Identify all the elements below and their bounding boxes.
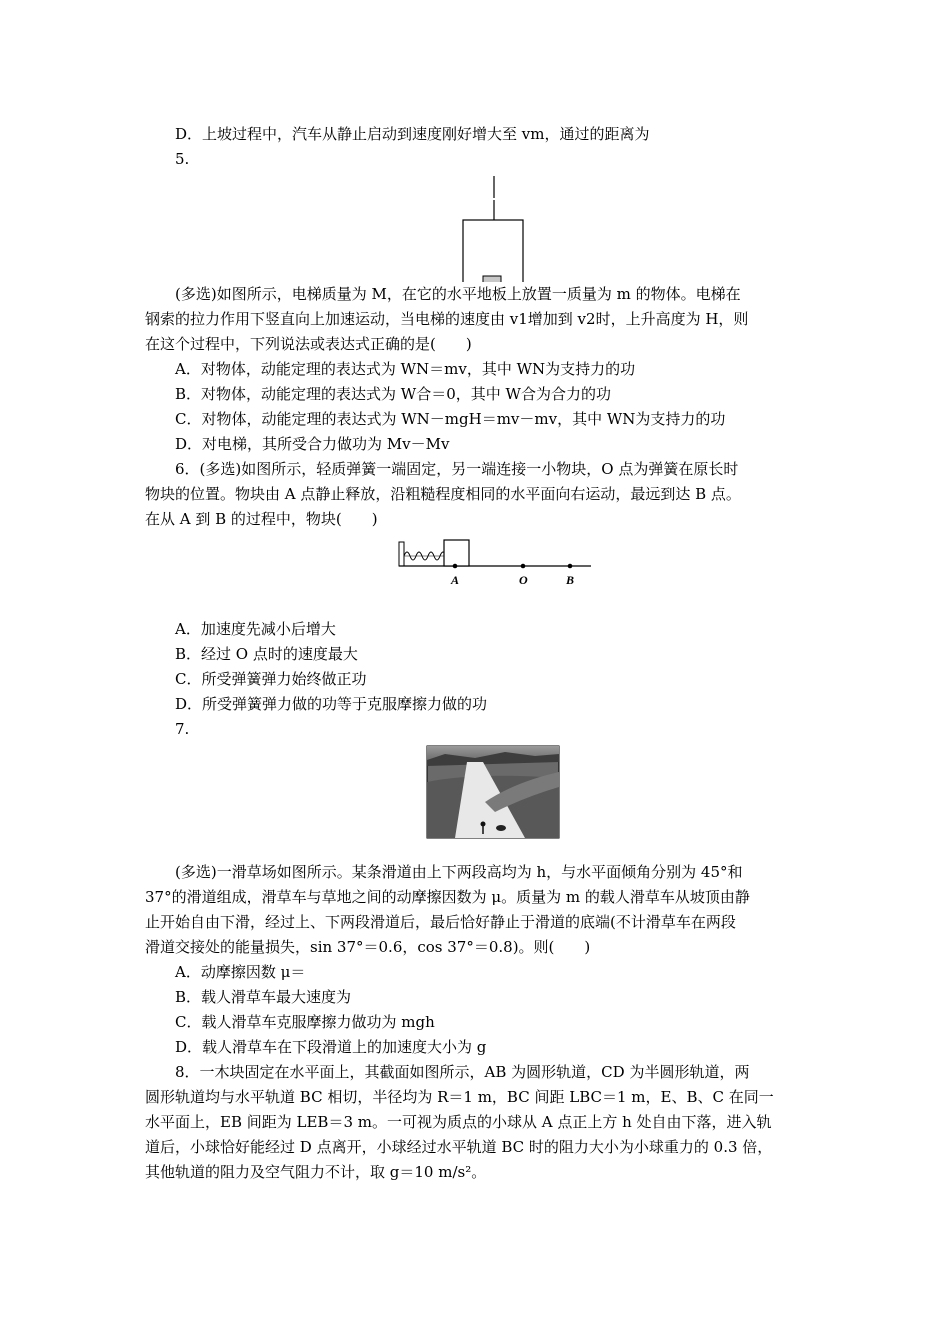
point-o — [521, 564, 526, 569]
q5-option-b: B．对物体，动能定理的表达式为 W合＝0，其中 W合为合力的功 — [175, 385, 611, 403]
grass-slide-photo — [145, 742, 815, 860]
q7-option-c: C．载人滑草车克服摩擦力做功为 mgh — [175, 1013, 435, 1031]
label-b: B — [566, 573, 575, 587]
q6-stem-3: 在从 A 到 B 的过程中，物块( ) — [145, 510, 378, 528]
q6-stem-1: 6．(多选)如图所示，轻质弹簧一端固定，另一端连接一小物块，O 点为弹簧在原长时 — [175, 460, 739, 478]
q6-stem-2: 物块的位置。物块由 A 点静止释放，沿粗糙程度相同的水平面向右运动，最远到达 B 点。 — [145, 485, 741, 503]
q6-option-c: C．所受弹簧弹力始终做正功 — [175, 670, 367, 688]
q8-line-1: 8．一木块固定在水平面上，其截面如图所示，AB 为圆形轨道，CD 为半圆形轨道，两 — [175, 1063, 750, 1081]
q8-line-2: 圆形轨道均与水平轨道 BC 相切，半径均为 R＝1 m，BC 间距 LBC＝1 m，E、B、C 在同一 — [145, 1088, 774, 1106]
point-a — [453, 564, 458, 569]
q6-option-b: B．经过 O 点时的速度最大 — [175, 645, 358, 663]
q4-option-d: D．上坡过程中，汽车从静止启动到速度刚好增大至 vm，通过的距离为 — [175, 125, 650, 143]
label-a: A — [451, 573, 460, 587]
q6-option-d: D．所受弹簧弹力做的功等于克服摩擦力做的功 — [175, 695, 488, 713]
q5-stem-2: 钢索的拉力作用下竖直向上加速运动，当电梯的速度由 v1增加到 v2时，上升高度为 H，则 — [145, 310, 749, 328]
q8-line-5: 其他轨道的阻力及空气阻力不计，取 g＝10 m/s²。 — [145, 1163, 487, 1181]
elevator-object — [483, 276, 501, 282]
q7-number: 7. — [175, 720, 190, 738]
q5-option-a: A．对物体，动能定理的表达式为 WN＝mv，其中 WN为支持力的功 — [175, 360, 636, 378]
wall — [399, 542, 404, 566]
q7-stem-2: 37°的滑道组成，滑草车与草地之间的动摩擦因数为 μ。质量为 m 的载人滑草车从坡顶由静 — [145, 888, 750, 906]
label-o: O — [519, 573, 528, 587]
q7-stem-3: 止开始自由下滑，经过上、下两段滑道后，最后恰好静止于滑道的底端(不计滑草车在两段 — [145, 913, 736, 931]
q7-option-b: B．载人滑草车最大速度为 — [175, 988, 352, 1006]
q7-stem-4: 滑道交接处的能量损失，sin 37°＝0.6，cos 37°＝0.8)。则( ) — [145, 938, 591, 956]
q5-number: 5. — [175, 150, 190, 168]
q8-line-4: 道后，小球恰好能经过 D 点离开，小球经过水平轨道 BC 时的阻力大小为小球重力的 0.3 倍， — [145, 1138, 773, 1156]
block — [444, 540, 469, 566]
q7-stem-1: (多选)一滑草场如图所示。某条滑道由上下两段高均为 h，与水平面倾角分别为 45°和 — [175, 863, 743, 881]
q5-stem-3: 在这个过程中，下列说法或表达式正确的是( ) — [145, 335, 472, 353]
q5-option-c: C．对物体，动能定理的表达式为 WN－mgH＝mv－mv，其中 WN为支持力的功 — [175, 410, 726, 428]
q7-option-a: A．动摩擦因数 μ＝ — [175, 963, 306, 981]
elevator-figure — [145, 172, 815, 282]
point-b — [568, 564, 573, 569]
q6-option-a: A．加速度先减小后增大 — [175, 620, 336, 638]
spring-block-figure — [145, 532, 815, 617]
q5-stem-1: (多选)如图所示，电梯质量为 M，在它的水平地板上放置一质量为 m 的物体。电梯在 — [175, 285, 741, 303]
elevator-car — [463, 220, 523, 282]
q8-line-3: 水平面上，EB 间距为 LEB＝3 m。一可视为质点的小球从 A 点正上方 h 处自由下落，进入轨 — [145, 1113, 772, 1131]
q7-option-d: D．载人滑草车在下段滑道上的加速度大小为 g — [175, 1038, 487, 1056]
document-page — [145, 122, 815, 1185]
q5-option-d: D．对电梯，其所受合力做功为 Mv－Mv — [175, 435, 450, 453]
